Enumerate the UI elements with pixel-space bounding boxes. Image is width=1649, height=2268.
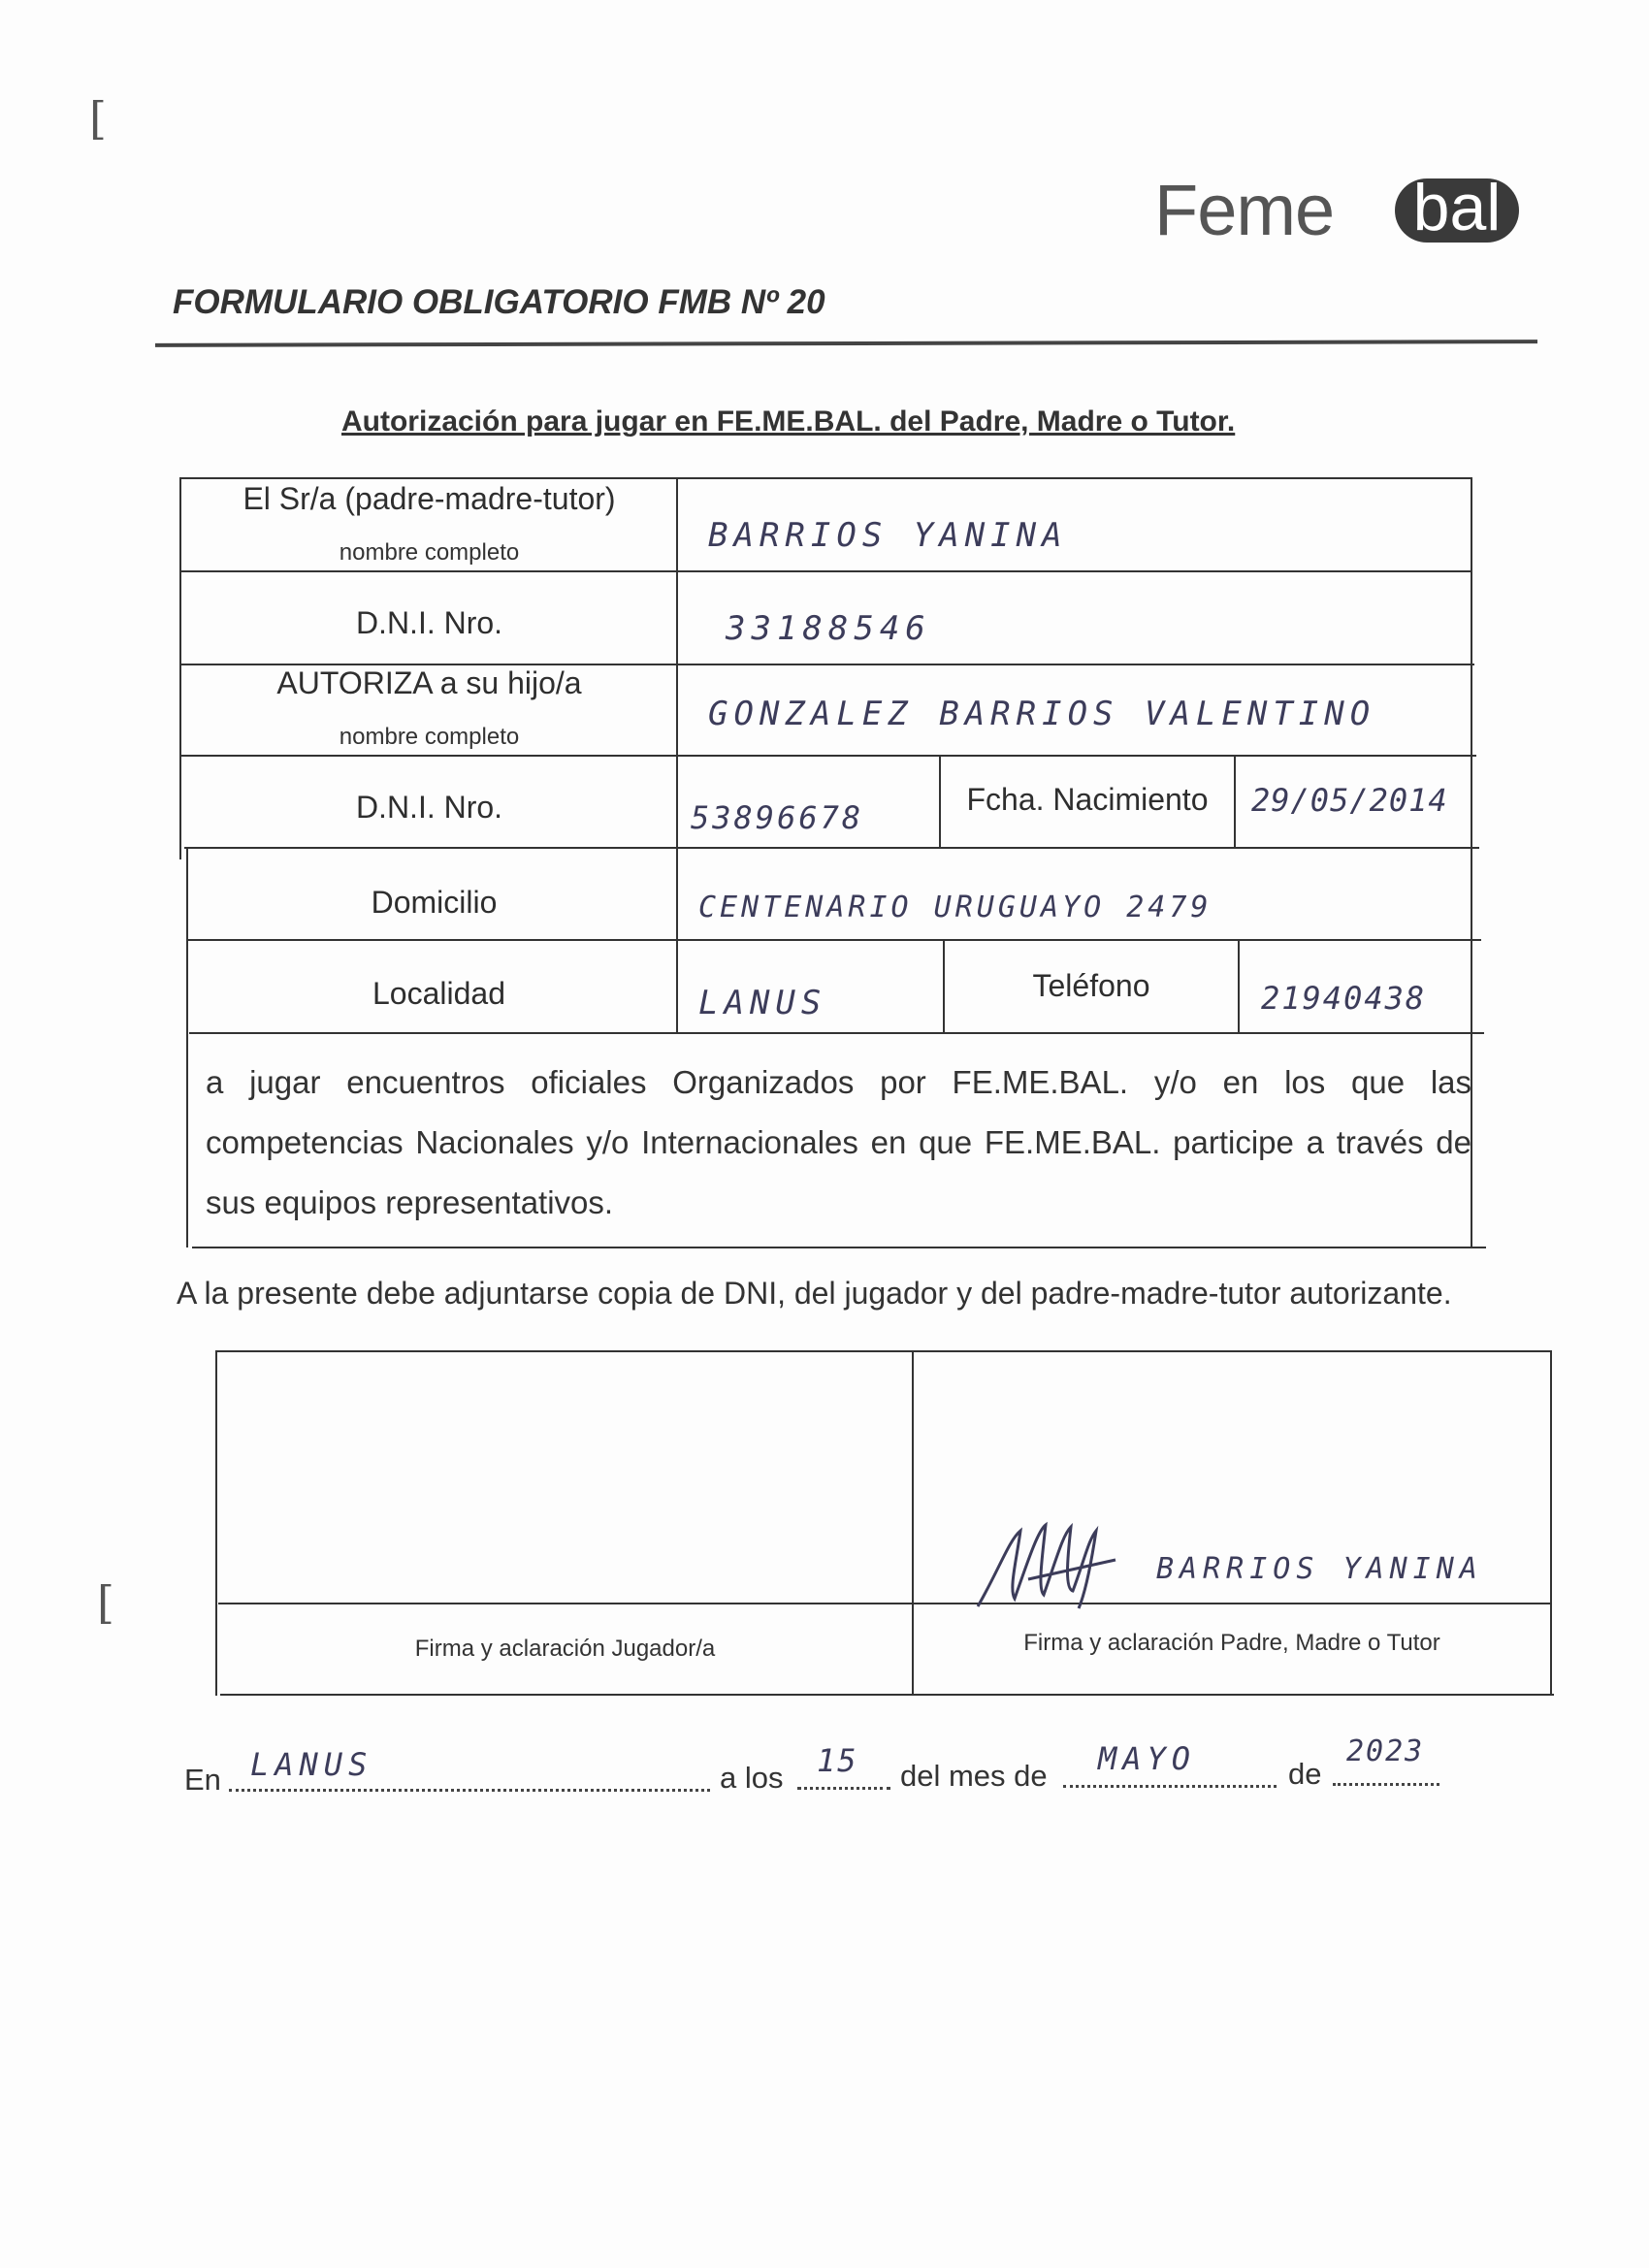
scan-mark-middle: [ (97, 1576, 114, 1629)
scan-mark-top: [ (89, 92, 107, 145)
logo-prefix: Feme (1154, 170, 1335, 250)
child-sublabel: nombre completo (339, 724, 520, 750)
parent-name-value: BARRIOS YANINA (708, 516, 1068, 555)
date-de-label: de (1288, 1757, 1322, 1791)
attachment-note: A la presente debe adjuntarse copia de DNI, del jugador y del padre-madre-tutor autorizante. (177, 1276, 1452, 1311)
parent-dni-value: 33188546 (726, 609, 931, 648)
date-a-los-label: a los (720, 1761, 784, 1795)
form-subtitle: Autorización para jugar en FE.ME.BAL. del Padre, Madre o Tutor. (341, 405, 1236, 437)
child-dni-label: D.N.I. Nro. (355, 790, 503, 825)
date-en-label: En (184, 1763, 221, 1797)
date-day-value: 15 (817, 1742, 858, 1779)
address-label: Domicilio (371, 885, 498, 920)
parent-signature (970, 1502, 1125, 1618)
birth-date-label: Fcha. Nacimiento (966, 782, 1209, 817)
phone-label: Teléfono (1032, 968, 1150, 1003)
parent-signature-caption: Firma y aclaración Padre, Madre o Tutor (1023, 1630, 1440, 1656)
city-value: LANUS (698, 984, 827, 1022)
parent-dni-label: D.N.I. Nro. (355, 605, 503, 640)
child-name-value: GONZALEZ BARRIOS VALENTINO (708, 695, 1376, 733)
child-label: AUTORIZA a su hijo/a (276, 665, 582, 700)
phone-value: 21940438 (1261, 980, 1427, 1017)
child-dni-value: 53896678 (691, 799, 864, 836)
logo-suffix: bal (1395, 178, 1519, 243)
city-label: Localidad (372, 976, 505, 1011)
form-title: FORMULARIO OBLIGATORIO FMB Nº 20 (173, 283, 825, 321)
parent-label: El Sr/a (padre-madre-tutor) (242, 481, 616, 516)
address-value: CENTENARIO URUGUAYO 2479 (698, 891, 1212, 924)
femebal-logo (1154, 165, 1523, 252)
date-year-value: 2023 (1346, 1734, 1425, 1768)
parent-sublabel: nombre completo (339, 539, 520, 566)
player-signature-caption: Firma y aclaración Jugador/a (414, 1636, 716, 1662)
date-place-value: LANUS (250, 1746, 373, 1783)
title-divider (155, 340, 1537, 347)
date-month-value: MAYO (1098, 1740, 1197, 1777)
date-month-label: del mes de (900, 1759, 1048, 1793)
parent-printed-name: BARRIOS YANINA (1156, 1552, 1483, 1586)
birth-date-value: 29/05/2014 (1251, 782, 1448, 819)
authorization-body-text: a jugar encuentros oficiales Organizados por FE.ME.BAL. y/o en los que las competencias Nacionales y/o Internacionales en que FE.ME.BAL. participe a través de sus equipos representativos. (206, 1064, 1471, 1220)
